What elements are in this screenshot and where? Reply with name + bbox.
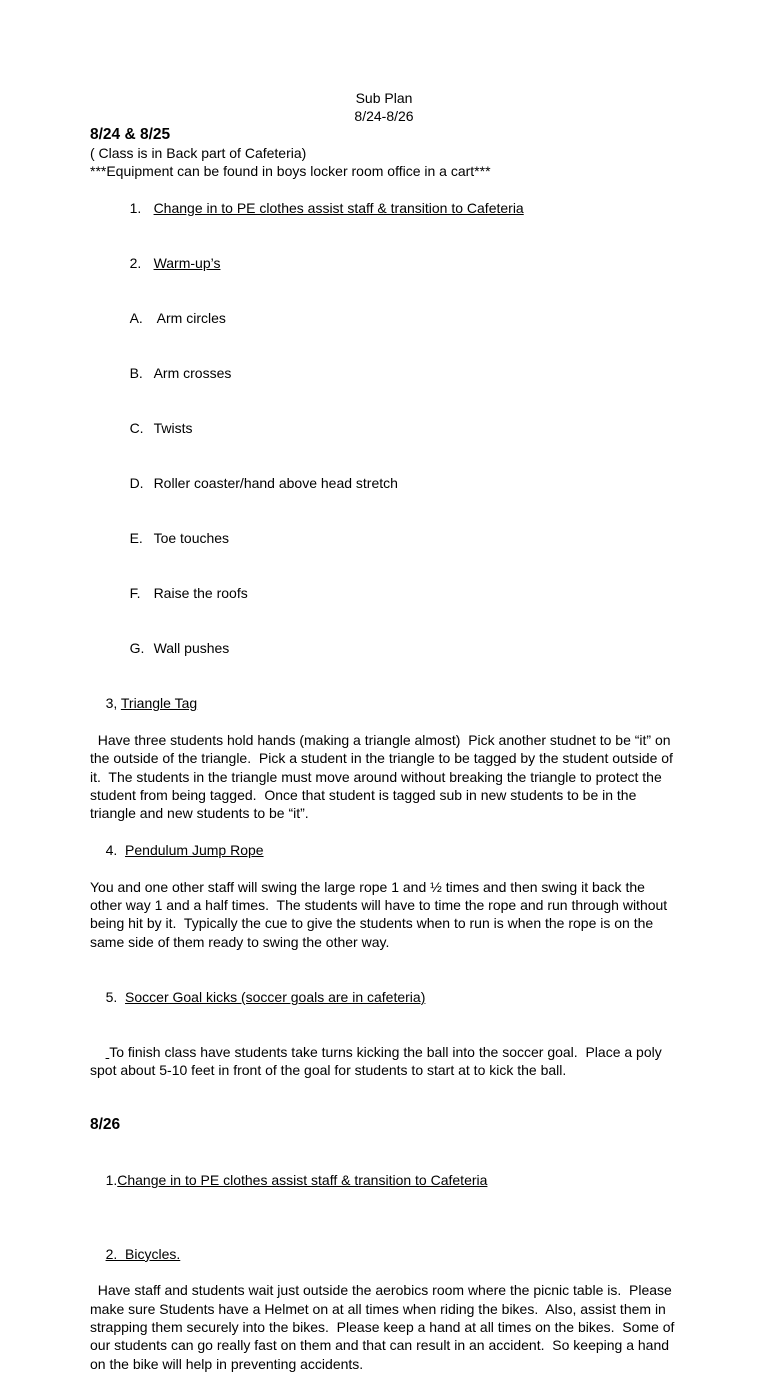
list-item-text: Toe touches [153, 530, 230, 547]
list-marker: C. [129, 420, 144, 437]
blank-line [90, 1208, 678, 1226]
day2-step-2 [90, 1226, 678, 1281]
day1-step-1 [90, 181, 678, 236]
day1-location-note: ( Class is in Back part of Cafeteria) [90, 145, 307, 162]
list-marker: 1. [129, 200, 142, 217]
list-item-text: Wall pushes [153, 640, 230, 657]
section-number: 3, [105, 695, 121, 712]
list-marker: B. [129, 365, 143, 382]
warmup-item-b [90, 346, 678, 401]
soccer-title [90, 970, 678, 1025]
section-title-text: 2. Bicycles. [105, 1245, 181, 1262]
blank-line [90, 1098, 678, 1116]
list-marker: E. [129, 530, 143, 547]
warmup-item-d [90, 456, 678, 511]
doc-title: Sub Plan [355, 90, 413, 106]
triangle-tag-title [90, 676, 678, 731]
blank-line [90, 951, 678, 969]
list-marker: 1. [105, 1172, 118, 1189]
warmup-item-g [90, 621, 678, 676]
list-marker: 2. [129, 255, 142, 272]
list-item-text: Change in to PE clothes assist staff & transition to Cafeteria [117, 1172, 488, 1189]
list-marker: G. [129, 640, 145, 657]
list-item-text: Raise the roofs [153, 585, 248, 602]
list-item-text: Roller coaster/hand above head stretch [153, 475, 398, 492]
soccer-body [90, 1025, 678, 1098]
list-item-text: Warm-up’s [153, 255, 221, 272]
list-item-text: Twists [153, 420, 193, 437]
list-marker: F. [129, 585, 141, 602]
soccer-body-text: To finish class have students take turns kicking the ball into the soccer goal. Place a poly spot about 5-10 feet in front of the goal for students to start at to kick the ball. [90, 1043, 666, 1079]
section-number: 5. [105, 988, 126, 1005]
blank-line [90, 1135, 678, 1153]
section-number: 4. [105, 842, 126, 859]
doc-date-range: 8/24-8/26 [354, 108, 414, 125]
pendulum-body: You and one other staff will swing the large rope 1 and ½ times and then swing it back the other way 1 and a half times. The students will have to time the rope and run through without being hit by it. Typically the cue to give the students when to run is when the rope is on the same side of them ready to swing the other way. [90, 878, 672, 950]
day2-heading: 8/26 [90, 1116, 121, 1134]
triangle-tag-body: Have three students hold hands (making a triangle almost) Pick another studnet to be “it” on the outside of the triangle. Pick a student in the triangle to be tagged by the student outside of it. The students in the triangle must move around without breaking the triangle to protect the student from being tagged. Once that student is tagged sub in new students to be in the triangle and new students to be “it”. [90, 732, 677, 822]
warmup-item-e [90, 511, 678, 566]
warmup-item-f [90, 566, 678, 621]
day1-equipment-note: ***Equipment can be found in boys locker room office in a cart*** [90, 163, 491, 180]
warmup-item-c [90, 401, 678, 456]
section-title-text: Pendulum Jump Rope [125, 842, 264, 859]
list-marker: D. [129, 475, 144, 492]
day1-heading: 8/24 & 8/25 [90, 125, 171, 143]
warmup-item-a [90, 291, 678, 346]
day1-step-2 [90, 236, 678, 291]
pendulum-title [90, 823, 678, 878]
list-item-text: Arm circles [153, 310, 226, 327]
day2-step-1 [90, 1153, 678, 1208]
list-item-text: Arm crosses [153, 365, 232, 382]
section-title-text: Soccer Goal kicks (soccer goals are in cafeteria) [125, 988, 426, 1005]
list-marker: A. [129, 310, 143, 327]
section-title-text: Triangle Tag [120, 695, 198, 712]
bicycles-body: Have staff and students wait just outside the aerobics room where the picnic table is. Please make sure Students have a Helmet on at all times when riding the bikes. Also, assist them in strapping them securely into the bikes. Please keep a hand at all times on the bikes. Some of our students can go really fast on them and that can result in an accident. So keeping a hand on the bike will help in preventing accidents. [90, 1282, 679, 1372]
list-item-text: Change in to PE clothes assist staff & transition to Cafeteria [153, 200, 524, 217]
